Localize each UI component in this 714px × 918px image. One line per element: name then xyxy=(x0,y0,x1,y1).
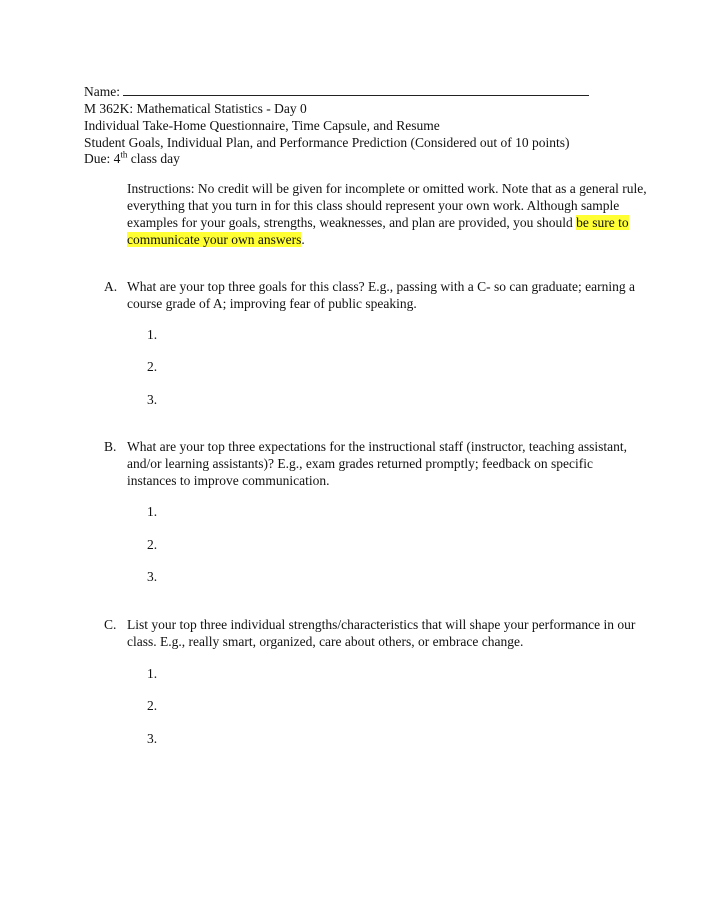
name-label: Name: xyxy=(84,84,120,99)
answer-number: 3. xyxy=(147,392,158,407)
name-field-row xyxy=(84,83,589,100)
course-title: M 362K: Mathematical Statistics - Day 0 xyxy=(84,101,307,116)
answer-number: 1. xyxy=(147,504,158,519)
question-letter: A. xyxy=(104,279,118,294)
answer-number: 1. xyxy=(147,327,158,342)
name-blank-line xyxy=(123,83,589,96)
question-text: List your top three individual strengths/characteristics that will shape your performance in our class. E.g., really smart, organized, care about others, or embrace change. xyxy=(127,617,636,649)
question-text: What are your top three goals for this class? E.g., passing with a C- so can graduate; earning a course grade of A; improving fear of public speaking. xyxy=(127,279,635,311)
assignment-subtitle: Student Goals, Individual Plan, and Performance Prediction (Considered out of 10 points) xyxy=(84,135,570,150)
instructions-highlight: be sure to communicate your own answers xyxy=(127,215,629,247)
instructions-text: Instructions: No credit will be given for incomplete or omitted work. Note that as a general rule, everything that you turn in for this class should represent your own work. Although sample examples for your goals, strengths, weaknesses, and plan are provided, you should xyxy=(127,181,647,230)
answer-number: 3. xyxy=(147,569,158,584)
due-suffix: class day xyxy=(127,151,180,166)
assignment-title: Individual Take-Home Questionnaire, Time Capsule, and Resume xyxy=(84,118,440,133)
due-superscript: th xyxy=(120,149,128,160)
instructions-end: . xyxy=(301,232,305,247)
answer-number: 2. xyxy=(147,537,158,552)
answer-number: 2. xyxy=(147,359,158,374)
question-letter: B. xyxy=(104,439,117,454)
answer-number: 2. xyxy=(147,698,158,713)
question-letter: C. xyxy=(104,617,117,632)
instructions-paragraph xyxy=(127,180,647,248)
question-text: What are your top three expectations for the instructional staff (instructor, teaching assistant, and/or learning assistants)? E.g., exam grades returned promptly; feedback on specific instances to improve communication. xyxy=(127,439,628,488)
answer-number: 1. xyxy=(147,666,158,681)
answer-number: 3. xyxy=(147,731,158,746)
due-date xyxy=(84,150,180,167)
due-prefix: Due: 4 xyxy=(84,151,121,166)
